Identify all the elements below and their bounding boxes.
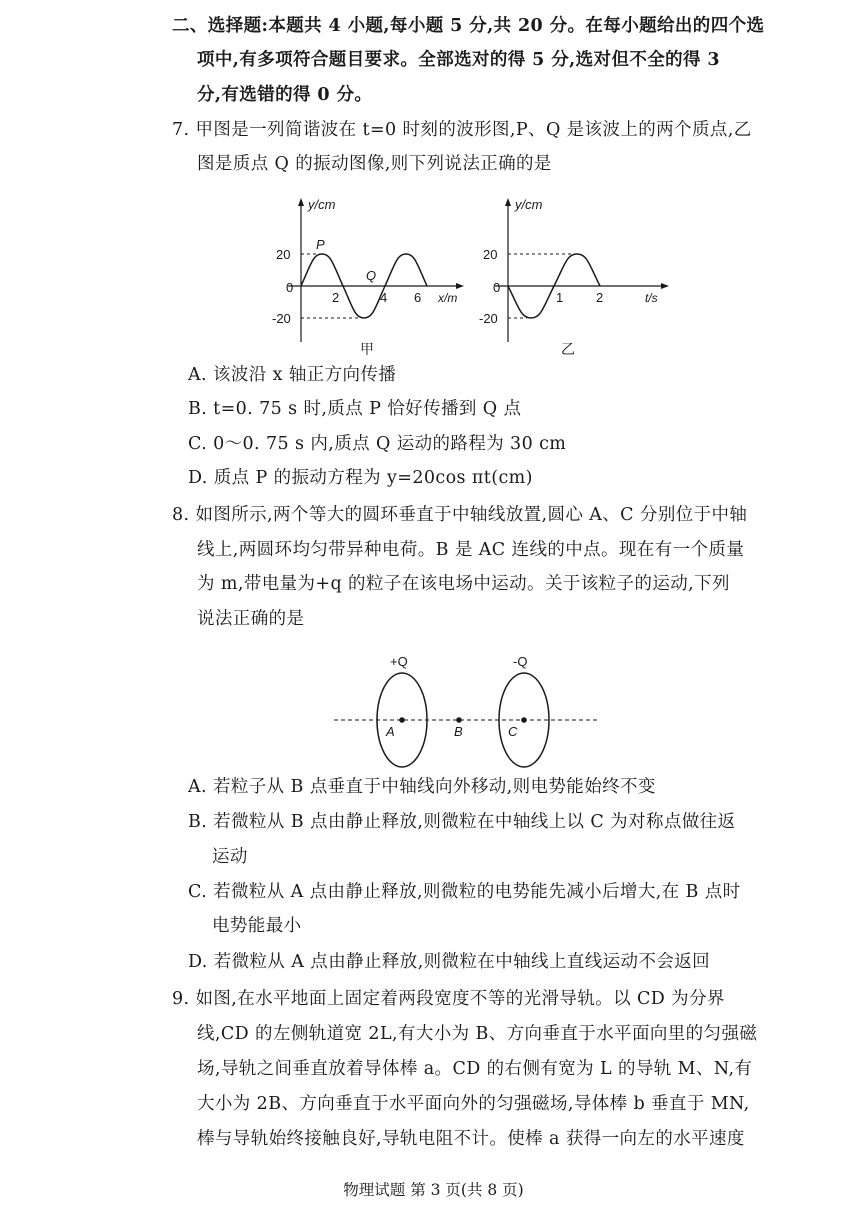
jia-xtick-4: 4 [380,290,388,305]
jia-ytick-neg20: -20 [272,311,291,326]
yi-ylabel: y/cm [515,197,543,212]
q8-stem-line-2: 线上,两圆环均匀带异种电荷。B 是 AC 连线的中点。现在有一个质量 [197,540,745,560]
jia-caption: 甲 [360,341,374,357]
q9-stem-line-3: 场,导轨之间垂直放着导体棒 a。CD 的右侧有宽为 L 的导轨 M、N,有 [197,1059,753,1079]
yi-caption: 乙 [561,341,575,357]
q7-option-c: C. 0～0. 75 s 内,质点 Q 运动的路程为 30 cm [188,434,567,454]
yi-xtick-1: 1 [556,290,564,305]
yi-ytick-20: 20 [483,247,498,262]
q8-ring-figure [330,648,605,774]
q8-option-c-line-1: C. 若微粒从 A 点由静止释放,则微粒的电势能先减小后增大,在 B 点时 [188,882,741,902]
section-header-line-3: 分,有选错的得 0 分。 [197,85,373,105]
jia-ylabel: y/cm [308,197,336,212]
q7-option-b: B. t=0. 75 s 时,质点 P 恰好传播到 Q 点 [188,399,522,419]
q8-stem-line-4: 说法正确的是 [197,609,305,629]
yi-ytick-neg20: -20 [479,311,498,326]
yi-ytick-0: 0 [493,280,501,295]
q8-option-c-line-2: 电势能最小 [212,916,302,936]
q7-stem-line-1: 7. 甲图是一列简谐波在 t=0 时刻的波形图,P、Q 是该波上的两个质点,乙 [172,120,752,140]
ring-left-charge: +Q [390,654,408,669]
jia-ytick-0: 0 [286,280,294,295]
q7-stem-line-2: 图是质点 Q 的振动图像,则下列说法正确的是 [197,154,552,174]
q8-option-a: A. 若粒子从 B 点垂直于中轴线向外移动,则电势能始终不变 [188,777,656,797]
q8-option-b-line-1: B. 若微粒从 B 点由静止释放,则微粒在中轴线上以 C 为对称点做往返 [188,812,736,832]
q9-stem-line-5: 棒与导轨始终接触良好,导轨电阻不计。使棒 a 获得一向左的水平速度 [197,1129,745,1149]
q8-stem-line-3: 为 m,带电量为+q 的粒子在该电场中运动。关于该粒子的运动,下列 [197,574,730,594]
yi-xlabel: t/s [645,291,658,305]
q7-figure-jia [268,192,468,362]
jia-ytick-20: 20 [276,247,291,262]
q9-stem-line-4: 大小为 2B、方向垂直于水平面向外的匀强磁场,导体棒 b 垂直于 MN, [197,1094,750,1114]
ring-right-charge: -Q [513,654,528,669]
jia-xlabel: x/m [438,291,458,305]
q9-stem-line-2: 线,CD 的左侧轨道宽 2L,有大小为 B、方向垂直于水平面向里的匀强磁 [197,1024,758,1044]
q8-option-d: D. 若微粒从 A 点由静止释放,则微粒在中轴线上直线运动不会返回 [188,952,711,972]
q7-option-a: A. 该波沿 x 轴正方向传播 [188,365,397,385]
q7-figure-yi [475,192,675,362]
yi-xtick-2: 2 [596,290,604,305]
q9-stem-line-1: 9. 如图,在水平地面上固定着两段宽度不等的光滑导轨。以 CD 为分界 [172,989,725,1009]
section-header-line-2: 项中,有多项符合题目要求。全部选对的得 5 分,选对但不全的得 3 [197,50,721,70]
page-footer: 物理试题 第 3 页(共 8 页) [343,1181,524,1199]
ring-label-a: A [386,724,395,739]
q7-option-d: D. 质点 P 的振动方程为 y=20cos πt(cm) [188,468,533,488]
jia-point-p: P [316,237,325,252]
jia-point-q: Q [366,268,377,283]
ring-label-b: B [454,724,463,739]
jia-xtick-6: 6 [414,290,422,305]
jia-xtick-2: 2 [332,290,340,305]
section-header-line-1: 二、选择题:本题共 4 小题,每小题 5 分,共 20 分。在每小题给出的四个选 [172,16,765,36]
q8-stem-line-1: 8. 如图所示,两个等大的圆环垂直于中轴线放置,圆心 A、C 分别位于中轴 [172,505,748,525]
q8-option-b-line-2: 运动 [212,847,248,867]
ring-label-c: C [508,724,518,739]
